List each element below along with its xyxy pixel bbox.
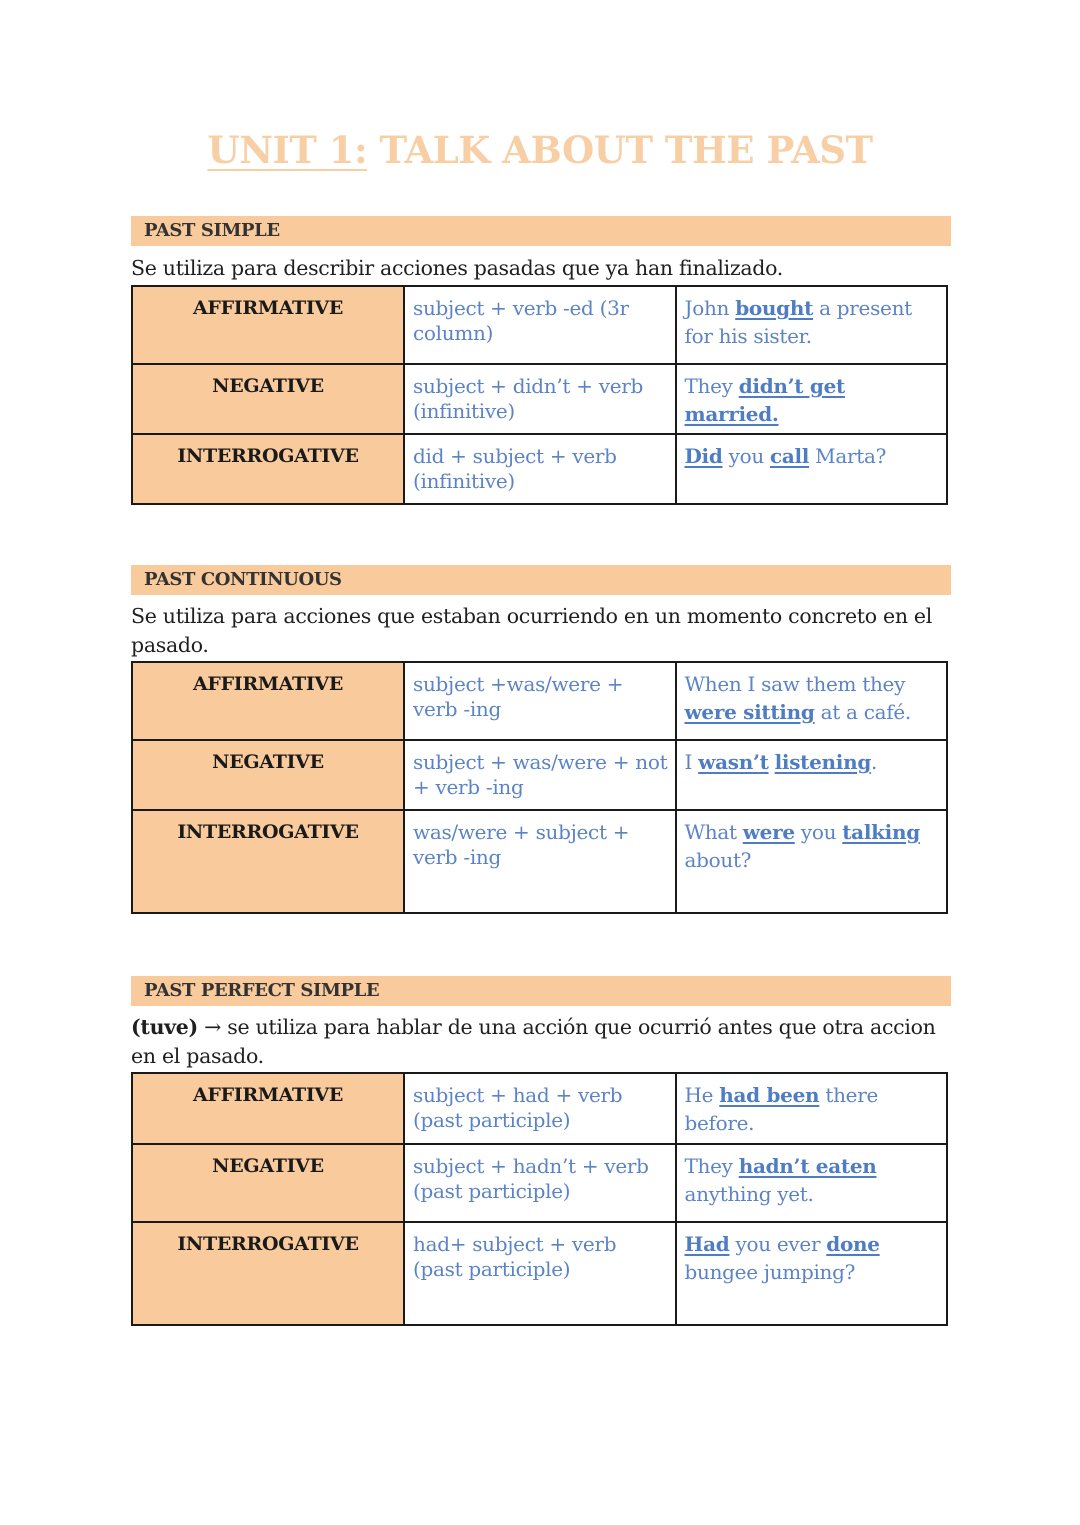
row-example <box>676 810 948 913</box>
row-form: did + subject + verb (infinitive) <box>404 434 676 504</box>
table-past-continuous <box>131 661 948 914</box>
row-label: NEGATIVE <box>132 1144 404 1222</box>
row-example <box>676 434 948 504</box>
example-highlight: done <box>826 1232 880 1256</box>
row-example <box>676 662 948 740</box>
example-highlight: bought <box>735 296 814 320</box>
row-label: NEGATIVE <box>132 364 404 434</box>
row-label: AFFIRMATIVE <box>132 662 404 740</box>
example-text: there before. <box>684 1083 878 1135</box>
row-label: AFFIRMATIVE <box>132 1073 404 1144</box>
row-form: had+ subject + verb (past participle) <box>404 1222 676 1325</box>
section-heading-past-continuous: PAST CONTINUOUS <box>131 565 951 595</box>
table-row <box>132 364 947 434</box>
example-highlight: call <box>769 444 810 468</box>
example-highlight: talking <box>842 820 920 844</box>
example-highlight: were <box>742 820 795 844</box>
row-example <box>676 364 948 434</box>
row-example <box>676 286 948 364</box>
example-text: Marta? <box>809 444 887 468</box>
row-label: NEGATIVE <box>132 740 404 810</box>
table-row <box>132 740 947 810</box>
row-example <box>676 1222 948 1325</box>
row-label: INTERROGATIVE <box>132 1222 404 1325</box>
example-text: He <box>684 1083 720 1107</box>
title-topic: TALK ABOUT THE PAST <box>367 128 873 172</box>
section-description-past-perfect-simple: (tuve) → se utiliza para hablar de una acción que ocurrió antes que otra accion en el pasado. <box>131 1015 936 1068</box>
example-text: bungee jumping? <box>684 1260 856 1284</box>
example-text: you <box>722 444 770 468</box>
row-form: was/were + subject + verb -ing <box>404 810 676 913</box>
example-highlight: Had <box>684 1232 730 1256</box>
example-highlight: hadn’t eaten <box>738 1154 877 1178</box>
example-highlight: wasn’t <box>698 750 769 774</box>
example-text: When I saw them they <box>684 672 906 696</box>
example-text: What <box>684 820 743 844</box>
row-label: AFFIRMATIVE <box>132 286 404 364</box>
example-highlight: were sitting <box>684 700 815 724</box>
example-text: anything yet. <box>684 1182 814 1206</box>
example-text: . <box>871 750 878 774</box>
table-row <box>132 1222 947 1325</box>
table-row <box>132 434 947 504</box>
title-unit: UNIT 1: <box>207 128 368 172</box>
example-text: John <box>684 296 736 320</box>
section-heading-past-perfect-simple: PAST PERFECT SIMPLE <box>131 976 951 1006</box>
table-past-simple <box>131 285 948 505</box>
table-row <box>132 1073 947 1144</box>
table-row <box>132 662 947 740</box>
example-highlight: didn’t get married. <box>684 374 845 426</box>
example-text: about? <box>684 848 752 872</box>
example-text: I <box>684 750 699 774</box>
section-heading-past-simple: PAST SIMPLE <box>131 216 951 246</box>
row-form: subject + hadn’t + verb (past participle) <box>404 1144 676 1222</box>
table-past-perfect-simple <box>131 1072 948 1326</box>
table-row <box>132 1144 947 1222</box>
example-text: at a café. <box>814 700 911 724</box>
row-label: INTERROGATIVE <box>132 810 404 913</box>
example-text: a present for his sister. <box>684 296 912 348</box>
table-row <box>132 810 947 913</box>
example-text: They <box>684 1154 739 1178</box>
row-example <box>676 1144 948 1222</box>
row-form: subject + was/were + not + verb -ing <box>404 740 676 810</box>
table-row <box>132 286 947 364</box>
row-form: subject + verb -ed (3r column) <box>404 286 676 364</box>
row-example <box>676 1073 948 1144</box>
section-description-past-continuous: Se utiliza para acciones que estaban ocurriendo en un momento concreto en el pasado. <box>131 604 933 657</box>
row-form: subject + didn’t + verb (infinitive) <box>404 364 676 434</box>
row-form: subject +was/were + verb -ing <box>404 662 676 740</box>
example-text: you ever <box>729 1232 827 1256</box>
section-description-past-simple: Se utiliza para describir acciones pasadas que ya han finalizado. <box>131 256 784 280</box>
row-example <box>676 740 948 810</box>
example-highlight: listening <box>774 750 872 774</box>
example-text: you <box>794 820 843 844</box>
row-label: INTERROGATIVE <box>132 434 404 504</box>
example-highlight: had been <box>719 1083 820 1107</box>
page-title <box>0 128 1080 172</box>
example-text: They <box>684 374 739 398</box>
example-highlight: Did <box>684 444 723 468</box>
row-form: subject + had + verb (past participle) <box>404 1073 676 1144</box>
